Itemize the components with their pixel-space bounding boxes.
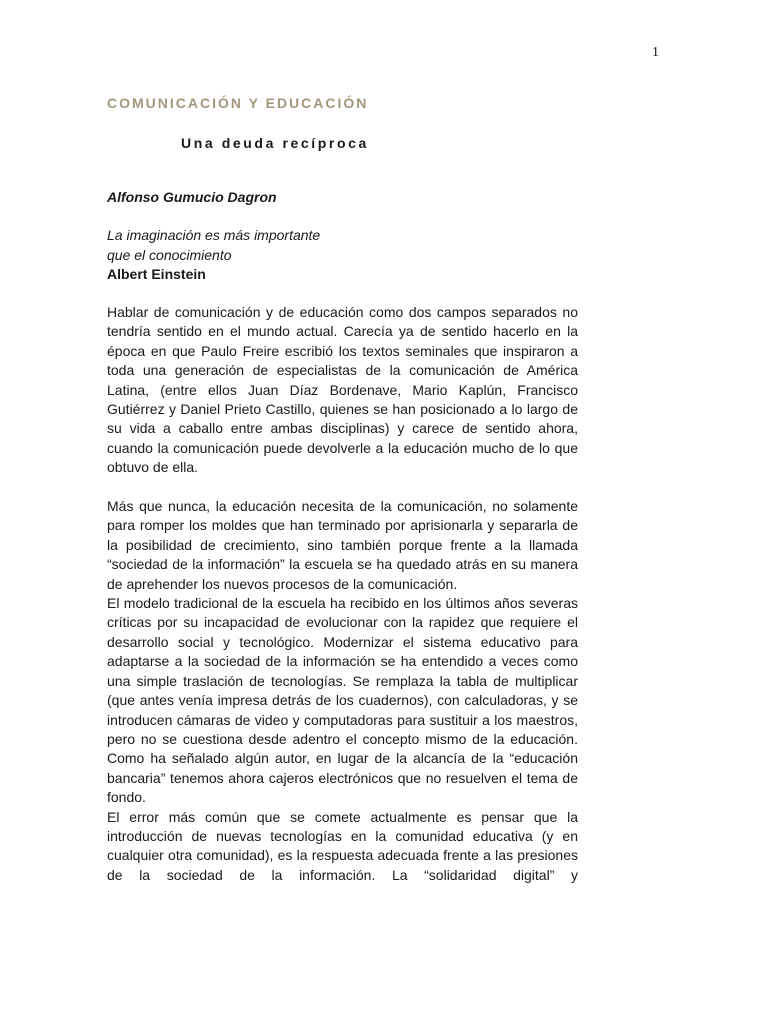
document-title: COMUNICACIÓN Y EDUCACIÓN [107,95,369,111]
document-subtitle: Una deuda recíproca [181,135,369,151]
body-text [107,303,578,885]
epigraph-quote-line-2: que el conocimiento [107,246,232,263]
epigraph [107,226,320,285]
paragraph-4: El error más común que se comete actualmente es pensar que la introducción de nuevas tecnologías en la comunidad educativa (y en cualquier otra comunidad), es la respuesta adecuada frente a las presiones de la sociedad de la información. La “solidaridad digital” y [107,808,578,883]
paragraph-1: Hablar de comunicación y de educación como dos campos separados no tendría sentido en el mundo actual. Carecía ya de sentido hacerlo en la época en que Paulo Freire escribió los textos seminales que inspiraron a toda una generación de especialistas de la comunicación de América Latina, (entre ellos Juan Díaz Bordenave, Mario Kaplún, Francisco Gutiérrez y Daniel Prieto Castillo, quienes se han posicionado a lo largo de su vida a caballo entre ambas disciplinas) y carece de sentido ahora, cuando la comunicación puede devolverle a la educación mucho de lo que obtuvo de ella. [107,304,578,476]
epigraph-quote-line-1: La imaginación es más importante [107,227,321,243]
paragraph-2: Más que nunca, la educación necesita de la comunicación, no solamente para romper los moldes que han terminado por aprisionarla y separarla de la posibilidad de crecimiento, sino también porque frente a la llamada “sociedad de la información” la escuela se ha quedado atrás en su manera de aprehender los nuevos procesos de la comunicación. [107,498,578,592]
epigraph-source: Albert Einstein [107,266,206,282]
paragraph-3: El modelo tradicional de la escuela ha recibido en los últimos años severas críticas por su incapacidad de evolucionar con la rapidez que requiere el desarrollo social y tecnológico. Modernizar el sistema educativo para adaptarse a la sociedad de la información se ha entendido a veces como una simple traslación de tecnologías. Se remplaza la tabla de multiplicar (que antes venía impresa detrás de los cuadernos), con calculadoras, y se introducen cámaras de video y computadoras para sustituir a los maestros, pero no se cuestiona desde adentro el concepto mismo de la educación. Como ha señalado algún autor, en lugar de la alcancía de la “educación bancaria” tenemos ahora cajeros electrónicos que no resuelven el tema de fondo. [107,595,578,806]
page-number: 1 [652,45,659,60]
author-name: Alfonso Gumucio Dagron [107,189,277,205]
